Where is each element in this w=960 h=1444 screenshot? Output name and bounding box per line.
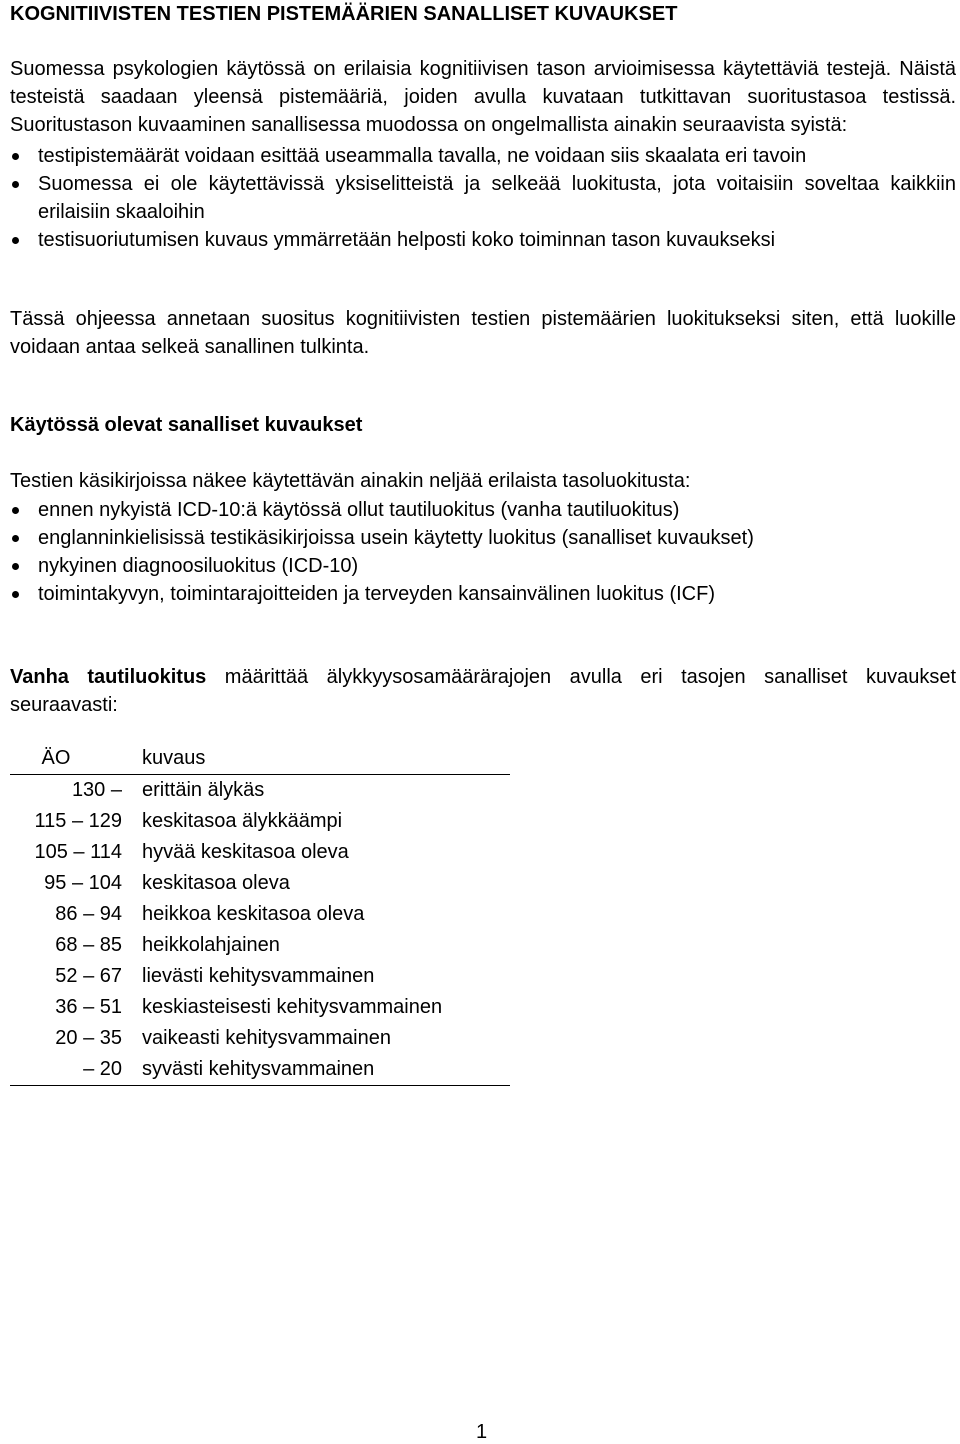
table-cell-description: lievästi kehitysvammainen [142,965,375,987]
table-row [10,837,510,868]
document-title: KOGNITIIVISTEN TESTIEN PISTEMÄÄRIEN SANALLISET KUVAUKSET [10,3,678,25]
classification-bullet-list [10,496,956,608]
classification-bullet-1: ennen nykyistä ICD-10:ä käytössä ollut tautiluokitus (vanha tautiluokitus) [10,496,956,524]
old-classification-text: määrittää älykkyysosamäärärajojen avulla eri tasojen sanalliset kuvaukset seuraavasti: [10,666,956,716]
classification-bullet-2: englanninkielisissä testikäsikirjoissa usein käytetty luokitus (sanalliset kuvaukset) [10,524,956,552]
table-cell-description: erittäin älykäs [142,779,265,801]
table-cell-iq: 115 – 129 [34,810,122,832]
table-cell-iq: 130 – [71,779,122,801]
table-header-description: kuvaus [142,743,510,775]
table-cell-description: keskitasoa oleva [142,872,290,894]
table-cell-iq: 95 – 104 [44,872,122,894]
intro-bullet-1: testipistemäärät voidaan esittää useammalla tavalla, ne voidaan siis skaalata eri tavoin [10,142,956,170]
classification-list-section [10,467,956,608]
table-row [10,775,510,807]
intro-bullet-list [10,142,956,254]
table-cell-iq: 86 – 94 [55,903,122,925]
section-lead: Testien käsikirjoissa näkee käytettävän ainakin neljää erilaista tasoluokitusta: [10,470,691,492]
table-header-iq: ÄO [10,743,142,775]
old-classification-paragraph [10,663,956,719]
recommendation-paragraph: Tässä ohjeessa annetaan suositus kognitiivisten testien pistemäärien luokitukseksi siten, että luokille voidaan antaa selkeä sanallinen tulkinta. [10,308,956,358]
table-header-row [10,743,510,775]
table-cell-description: keskitasoa älykkäämpi [142,810,343,832]
table-row [10,899,510,930]
iq-classification-table [10,743,510,1086]
table-row [10,930,510,961]
intro-paragraph: Suomessa psykologien käytössä on erilaisia kognitiivisen tason arvioimisessa käytettäviä testejä. Näistä testeistä saadaan yleensä pistemääriä, joiden avulla kuvataan tutkittavan suoritustasoa testissä. Suoritustason kuvaaminen sanallisessa muodossa on ongelmallista ainakin seuraavista syistä: [10,58,956,136]
table-cell-iq: – 20 [10,1054,142,1086]
table-cell-description: keskiasteisesti kehitysvammainen [142,996,443,1018]
table-cell-description: syvästi kehitysvammainen [142,1054,510,1086]
current-classifications-section [10,411,956,439]
recommendation-section [10,305,956,361]
table-cell-description: vaikeasti kehitysvammainen [142,1027,391,1049]
table-cell-iq: 20 – 35 [55,1027,122,1049]
table-cell-description: heikkoa keskitasoa oleva [142,903,365,925]
page-number: 1 [476,1421,488,1443]
intro-section [10,55,956,254]
table-row [10,1023,510,1054]
table-cell-iq: 68 – 85 [55,934,122,956]
table-cell-description: heikkolahjainen [142,934,280,956]
table-cell-iq: 52 – 67 [55,965,122,987]
table-cell-iq: 36 – 51 [55,996,122,1018]
classification-bullet-3: nykyinen diagnoosiluokitus (ICD-10) [10,552,956,580]
table-row [10,1054,510,1086]
section-heading: Käytössä olevat sanalliset kuvaukset [10,414,363,436]
intro-bullet-3: testisuoriutumisen kuvaus ymmärretään helposti koko toiminnan tason kuvaukseksi [10,226,956,254]
old-classification-bold-lead: Vanha tautiluokitus [10,666,207,688]
table-row [10,868,510,899]
table-cell-iq: 105 – 114 [34,841,122,863]
table-row [10,806,510,837]
table-cell-description: hyvää keskitasoa oleva [142,841,349,863]
classification-bullet-4: toimintakyvyn, toimintarajoitteiden ja terveyden kansainvälinen luokitus (ICF) [10,580,956,608]
table-row [10,992,510,1023]
intro-bullet-2: Suomessa ei ole käytettävissä yksiselitteistä ja selkeää luokitusta, jota voitaisiin soveltaa kaikkiin erilaisiin skaaloihin [10,170,956,226]
old-classification-section [10,663,956,719]
table-row [10,961,510,992]
